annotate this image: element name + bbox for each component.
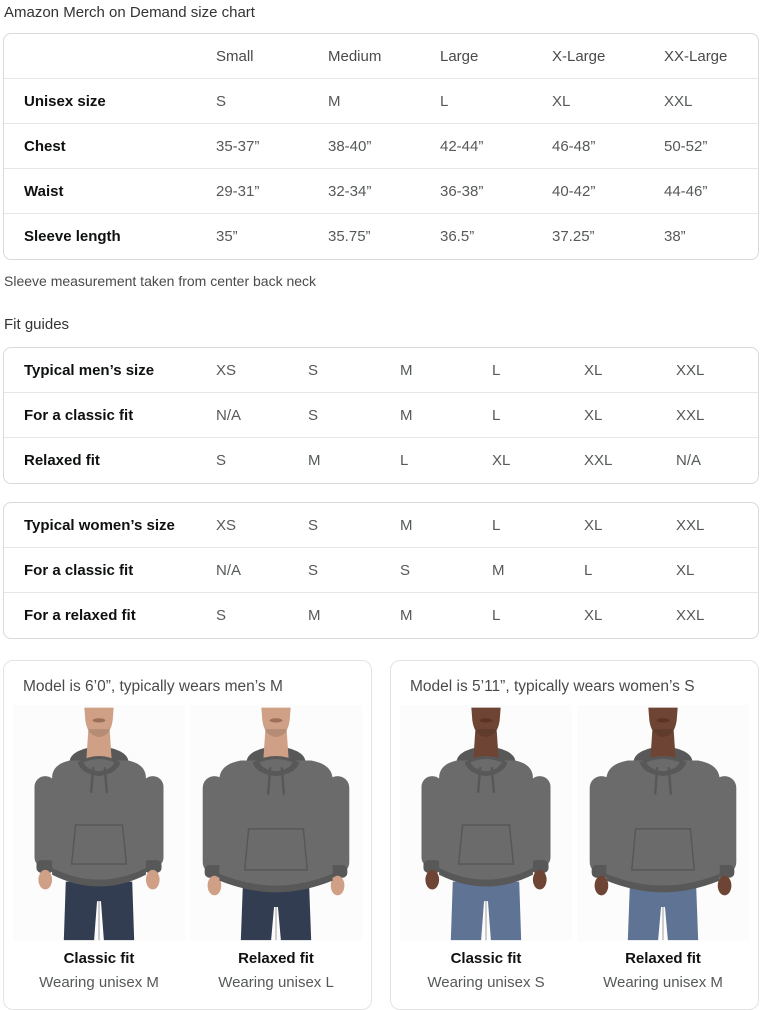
size-cell: 44-46” xyxy=(664,182,708,200)
hoodie-model-illustration xyxy=(13,705,185,941)
table-row-women-relaxed-fit xyxy=(4,593,758,638)
row-label: Waist xyxy=(24,182,64,200)
size-cell: N/A xyxy=(216,561,242,579)
size-cell: S xyxy=(216,452,227,469)
model-photo-women-relaxed xyxy=(577,705,749,941)
size-cell: M xyxy=(400,361,413,379)
row-label: Unisex size xyxy=(24,92,106,110)
hoodie-model-illustration xyxy=(577,705,749,941)
table-row-sleeve-length xyxy=(4,214,758,259)
size-cell: S xyxy=(308,516,319,534)
size-cell: XXL xyxy=(676,361,705,379)
fit-guides-heading: Fit guides xyxy=(4,316,70,333)
fit-guide-women-table xyxy=(3,502,759,639)
model-photo-women-classic xyxy=(400,705,572,941)
size-cell: XXL xyxy=(664,92,693,110)
size-cell: M xyxy=(308,607,321,624)
model-cards xyxy=(3,660,759,1010)
size-cell: 35” xyxy=(216,228,238,245)
model-photo-men-relaxed xyxy=(190,705,362,941)
fit-guide-men-table xyxy=(3,347,759,484)
page-title: Amazon Merch on Demand size chart xyxy=(4,4,255,21)
caption-men-classic xyxy=(13,950,185,991)
size-cell: S xyxy=(216,92,227,110)
size-cell: 42-44” xyxy=(440,137,484,155)
size-cell: 38” xyxy=(664,228,686,245)
size-cell: M xyxy=(492,561,505,579)
size-cell: S xyxy=(308,361,319,379)
size-cell: XS xyxy=(216,361,237,379)
size-cell: M xyxy=(308,452,321,469)
size-cell: M xyxy=(328,92,341,110)
table-row-chest xyxy=(4,124,758,169)
column-header-medium: Medium xyxy=(328,47,382,65)
size-cell: 35.75” xyxy=(328,228,371,245)
row-label: For a relaxed fit xyxy=(24,607,136,624)
table-row-waist xyxy=(4,169,758,214)
column-header-small: Small xyxy=(216,47,254,65)
model-card-women xyxy=(390,660,759,1010)
table-row-women-classic-fit xyxy=(4,548,758,593)
size-cell: 50-52” xyxy=(664,137,708,155)
caption-women-relaxed xyxy=(577,950,749,991)
size-cell: XXL xyxy=(584,452,613,469)
size-chart-table xyxy=(3,33,759,260)
size-cell: L xyxy=(492,406,501,424)
size-cell: XL xyxy=(584,406,603,424)
fit-label: Relaxed fit xyxy=(238,950,314,967)
size-cell: L xyxy=(584,561,593,579)
row-label: For a classic fit xyxy=(24,561,134,579)
size-cell: XL xyxy=(584,607,603,624)
size-cell: XXL xyxy=(676,607,705,624)
size-cell: L xyxy=(492,361,501,379)
size-cell: XXL xyxy=(676,516,705,534)
size-cell: M xyxy=(400,516,413,534)
size-cell: 36-38” xyxy=(440,182,484,200)
size-cell: XL xyxy=(584,361,603,379)
size-cell: 35-37” xyxy=(216,137,260,155)
size-cell: N/A xyxy=(676,452,702,469)
size-cell: M xyxy=(400,607,413,624)
size-cell: L xyxy=(492,607,501,624)
size-cell: 40-42” xyxy=(552,182,596,200)
row-label: Relaxed fit xyxy=(24,452,100,469)
size-cell: XL xyxy=(552,92,571,110)
size-cell: 29-31” xyxy=(216,182,260,200)
table-row-men-relaxed-fit xyxy=(4,438,758,483)
table-header-row xyxy=(4,34,758,79)
sleeve-measurement-note: Sleeve measurement taken from center back neck xyxy=(4,273,317,289)
size-cell: 38-40” xyxy=(328,137,372,155)
fit-label: Relaxed fit xyxy=(625,950,701,967)
wearing-label: Wearing unisex M xyxy=(39,974,159,991)
size-cell: XL xyxy=(584,516,603,534)
model-card-men xyxy=(3,660,372,1010)
row-label: For a classic fit xyxy=(24,406,134,424)
row-label: Sleeve length xyxy=(24,228,121,245)
size-cell: L xyxy=(400,452,409,469)
column-header-x-large: X-Large xyxy=(552,47,606,65)
column-header-xx-large: XX-Large xyxy=(664,47,728,65)
size-cell: 32-34” xyxy=(328,182,372,200)
size-cell: 36.5” xyxy=(440,228,475,245)
size-cell: 37.25” xyxy=(552,228,595,245)
size-cell: L xyxy=(492,516,501,534)
hoodie-model-illustration xyxy=(400,705,572,941)
table-row-men-classic-fit xyxy=(4,393,758,438)
caption-men-relaxed xyxy=(190,950,362,991)
size-cell: S xyxy=(216,607,227,624)
wearing-label: Wearing unisex S xyxy=(427,974,545,991)
size-cell: M xyxy=(400,406,413,424)
size-cell: XL xyxy=(676,561,695,579)
fit-label: Classic fit xyxy=(63,950,135,967)
table-row-typical-mens-size xyxy=(4,348,758,393)
size-cell: 46-48” xyxy=(552,137,596,155)
size-cell: N/A xyxy=(216,406,242,424)
model-card-women-heading: Model is 5’11”, typically wears women’s S xyxy=(410,678,695,695)
size-cell: S xyxy=(400,561,411,579)
size-cell: L xyxy=(440,92,449,110)
row-label: Typical men’s size xyxy=(24,361,155,379)
table-row-typical-womens-size xyxy=(4,503,758,548)
row-label: Typical women’s size xyxy=(24,516,175,534)
model-card-men-heading: Model is 6’0”, typically wears men’s M xyxy=(23,678,283,695)
size-cell: XXL xyxy=(676,406,705,424)
size-cell: S xyxy=(308,561,319,579)
hoodie-model-illustration xyxy=(190,705,362,941)
caption-women-classic xyxy=(400,950,572,991)
column-header-large: Large xyxy=(440,47,479,65)
size-cell: XL xyxy=(492,452,511,469)
size-cell: S xyxy=(308,406,319,424)
wearing-label: Wearing unisex M xyxy=(603,974,723,991)
wearing-label: Wearing unisex L xyxy=(218,974,334,991)
row-label: Chest xyxy=(24,137,66,155)
table-row-unisex-size xyxy=(4,79,758,124)
fit-label: Classic fit xyxy=(450,950,522,967)
model-photo-men-classic xyxy=(13,705,185,941)
size-cell: XS xyxy=(216,516,237,534)
